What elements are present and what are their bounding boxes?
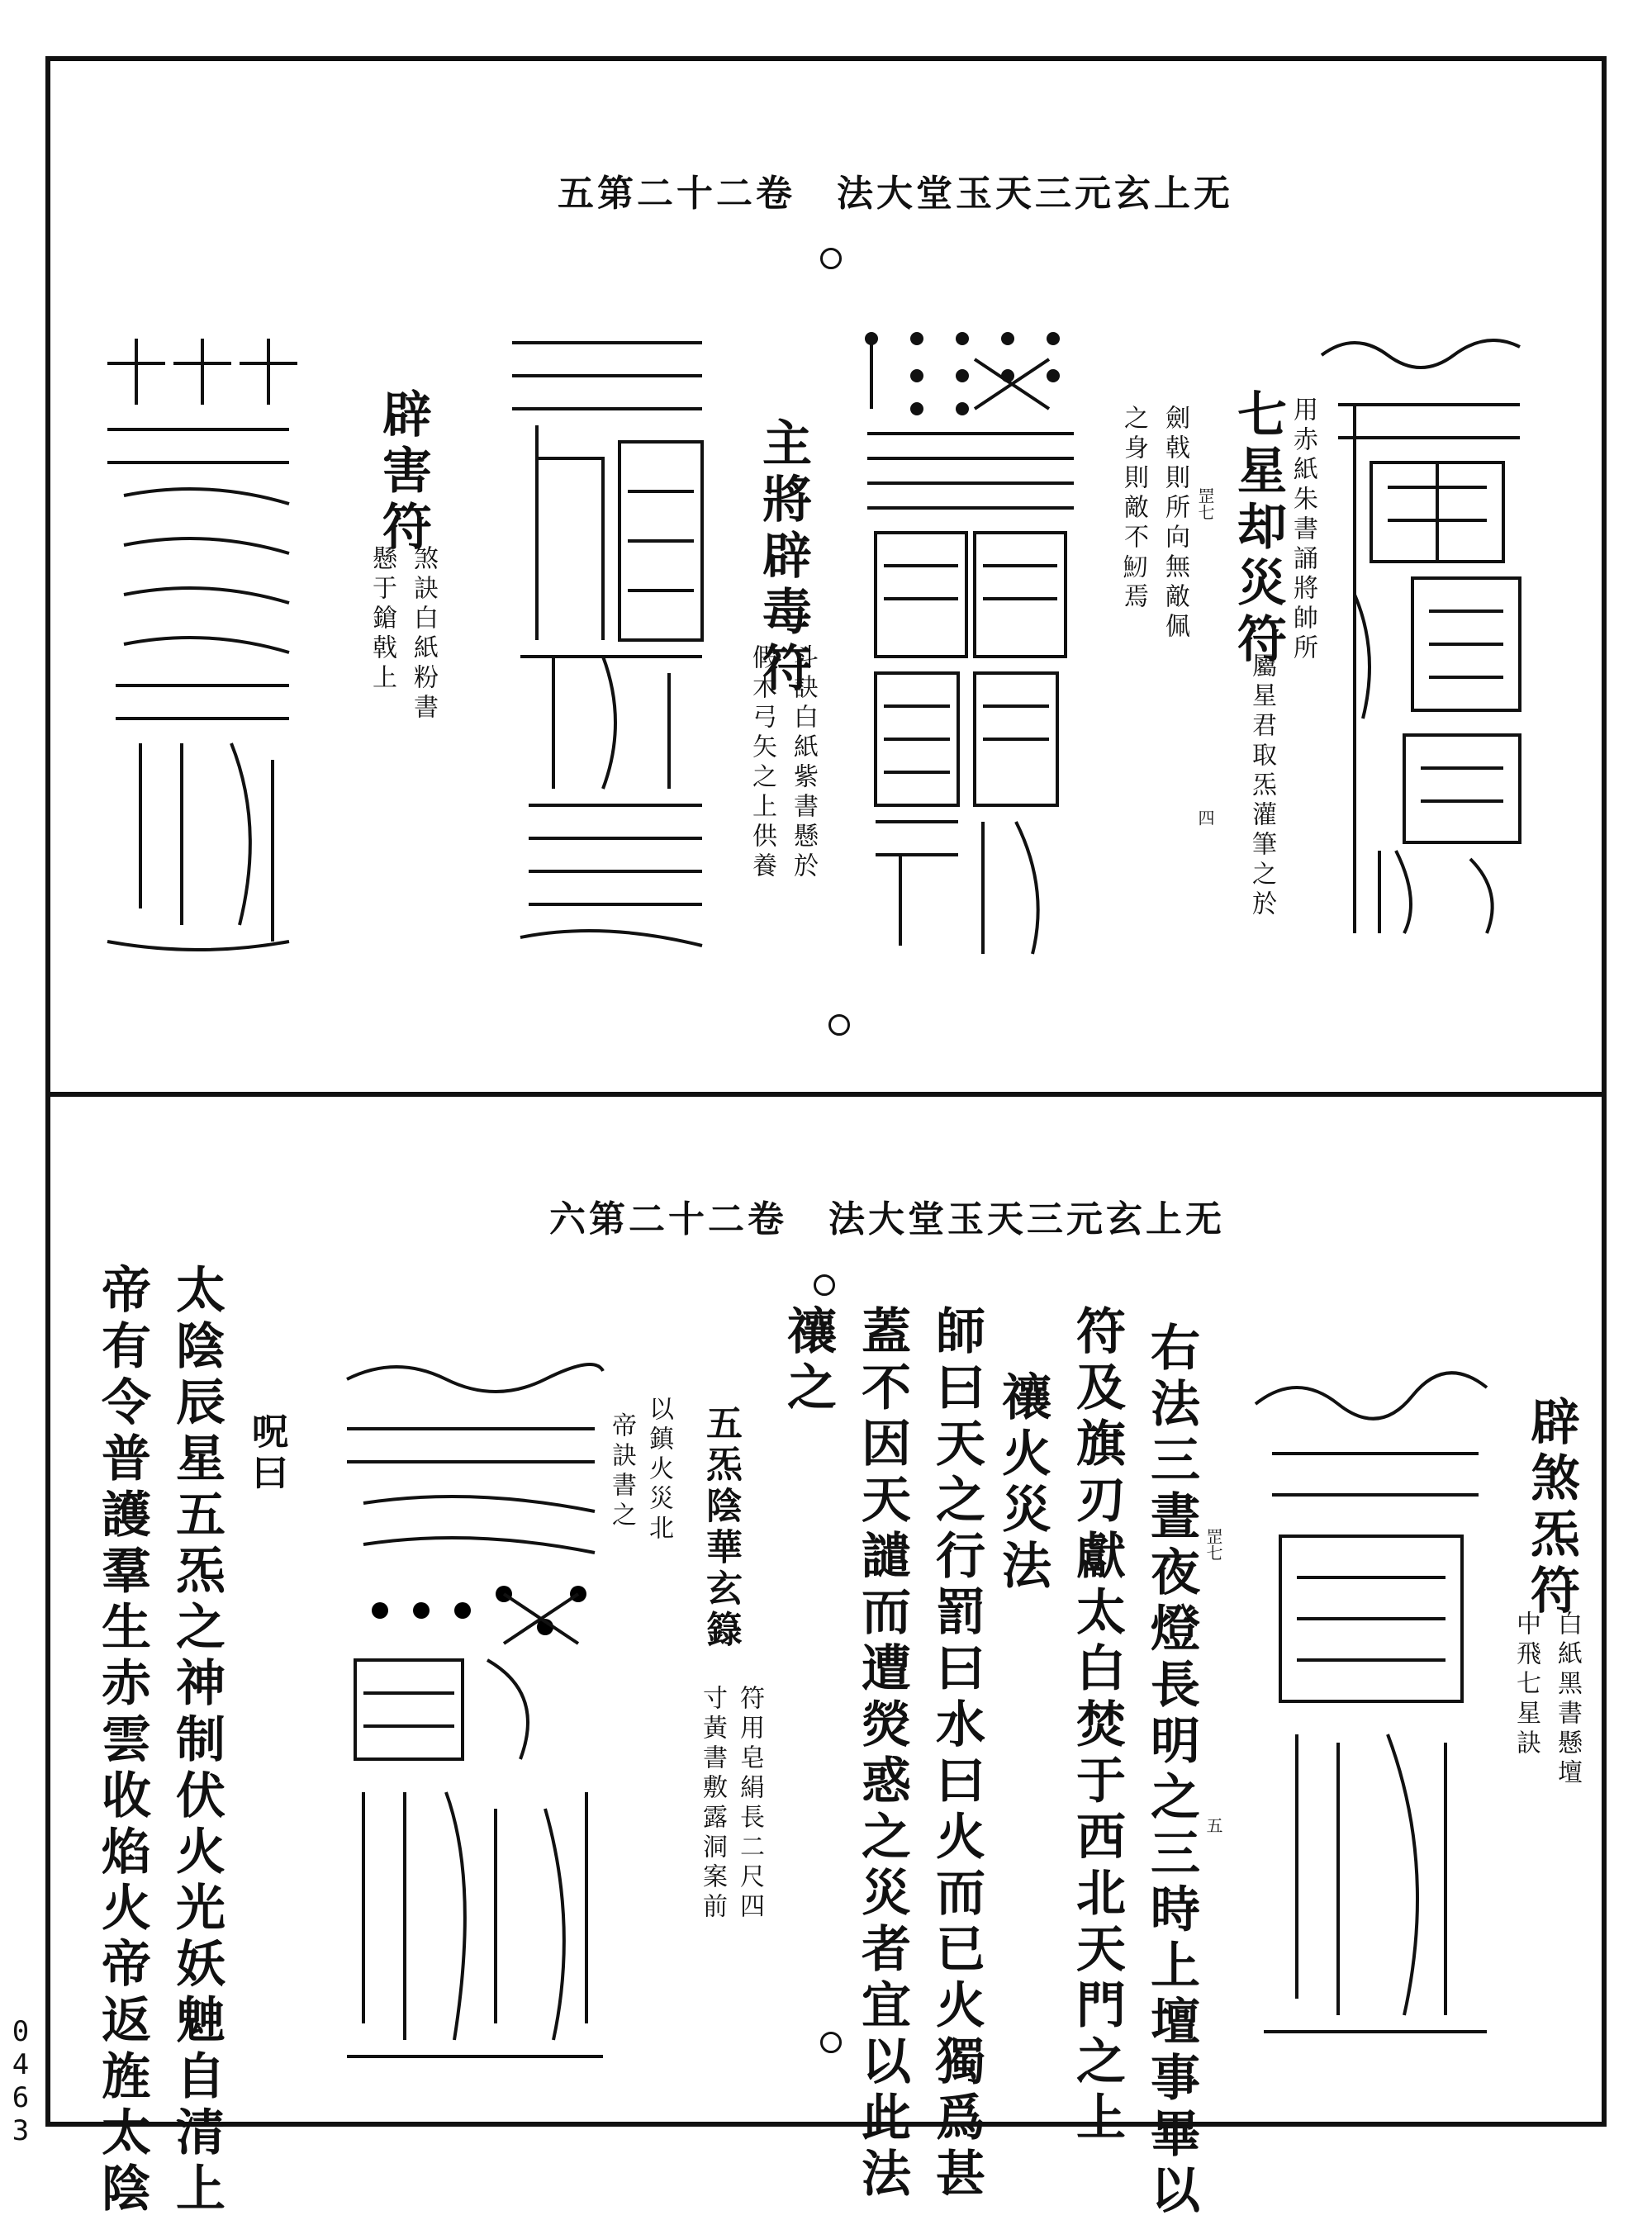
talisman-title: 七星却災符 xyxy=(1229,388,1287,669)
talisman-seal-qixing-dots xyxy=(859,326,1090,962)
talisman-note: 劍戟則所向無敵佩 xyxy=(1161,405,1189,643)
talisman-title: 辟害符 xyxy=(374,388,432,557)
talisman-small-mark: 罡七 xyxy=(1195,487,1215,520)
incantation-label: 呪曰 xyxy=(245,1412,287,1495)
text-column: 禳之 xyxy=(779,1305,837,1417)
text-column: 師曰天之行罰曰水曰火而已火獨爲甚 xyxy=(928,1305,985,2203)
talisman-note: 斗訣白紙紫書懸於 xyxy=(789,644,818,882)
incantation-line: 太陰辰星五炁之神制伏火光妖䰠自清上 xyxy=(168,1264,225,2218)
talisman-seal-qixing xyxy=(1305,322,1553,966)
talisman-seal-wuqi xyxy=(330,1346,611,2073)
talisman-note: 寸黃書敷露洞案前 xyxy=(698,1685,727,1923)
page-divider xyxy=(45,1092,1607,1097)
binding-hole xyxy=(820,2032,842,2053)
top-page-header xyxy=(558,164,1233,216)
top-header-volume: 五第二十二卷 xyxy=(558,173,795,215)
talisman-note: 符用皂絹長二尺四 xyxy=(735,1685,764,1923)
text-column: 右法三晝夜燈長明之三時上壇事畢以 xyxy=(1142,1321,1200,2220)
binding-hole xyxy=(820,248,842,269)
binding-hole xyxy=(828,1014,850,1036)
small-mark: 五 xyxy=(1203,1817,1223,1833)
talisman-note: 懸于鎗戟上 xyxy=(368,545,396,694)
talisman-seal-pishaqi xyxy=(1247,1354,1495,2056)
section-heading: 禳火災法 xyxy=(994,1371,1051,1596)
talisman-seal-zhujiang xyxy=(504,326,719,962)
binding-hole xyxy=(814,1274,835,1296)
talisman-seal-pihai xyxy=(91,330,306,966)
bottom-header-volume: 六第二十二卷 xyxy=(549,1198,787,1240)
talisman-note: 之身則敵不𩵕焉 xyxy=(1119,405,1148,613)
page-number: 0 4 6 3 xyxy=(12,2015,30,2147)
talisman-title: 主將辟毒符 xyxy=(754,417,812,698)
bottom-header-title: 法大堂玉天三元玄上无 xyxy=(828,1198,1225,1240)
small-mark: 罡七 xyxy=(1203,1528,1223,1561)
talisman-note: 用赤紙朱書誦將帥所 xyxy=(1289,396,1317,664)
incantation-line: 帝有令普護羣生赤雲收焰火帝返旌太陰 xyxy=(93,1264,151,2218)
talisman-title: 五炁陰華玄籙 xyxy=(700,1404,742,1652)
talisman-note: 四 xyxy=(1195,809,1215,826)
talisman-note: 帝訣書之 xyxy=(607,1412,636,1531)
text-column: 蓋不因天譴而遭熒惑之災者宜以此法 xyxy=(853,1305,911,2203)
talisman-note: 屬星君取炁灌筆之於 xyxy=(1247,652,1276,920)
talisman-note: 中飛七星訣 xyxy=(1512,1610,1540,1759)
talisman-note: 假木弓矢之上供養 xyxy=(748,644,776,882)
talisman-note: 煞訣白紙粉書 xyxy=(409,545,438,723)
talisman-title: 辟煞炁符 xyxy=(1522,1396,1580,1620)
talisman-note: 白紙黑書懸壇 xyxy=(1553,1610,1582,1789)
text-column: 符及旗刃獻太白焚于西北天門之上 xyxy=(1068,1305,1126,2147)
talisman-note: 以鎮火災北 xyxy=(644,1396,673,1544)
bottom-page-header xyxy=(549,1189,1225,1242)
top-header-title: 法大堂玉天三元玄上无 xyxy=(837,173,1233,215)
